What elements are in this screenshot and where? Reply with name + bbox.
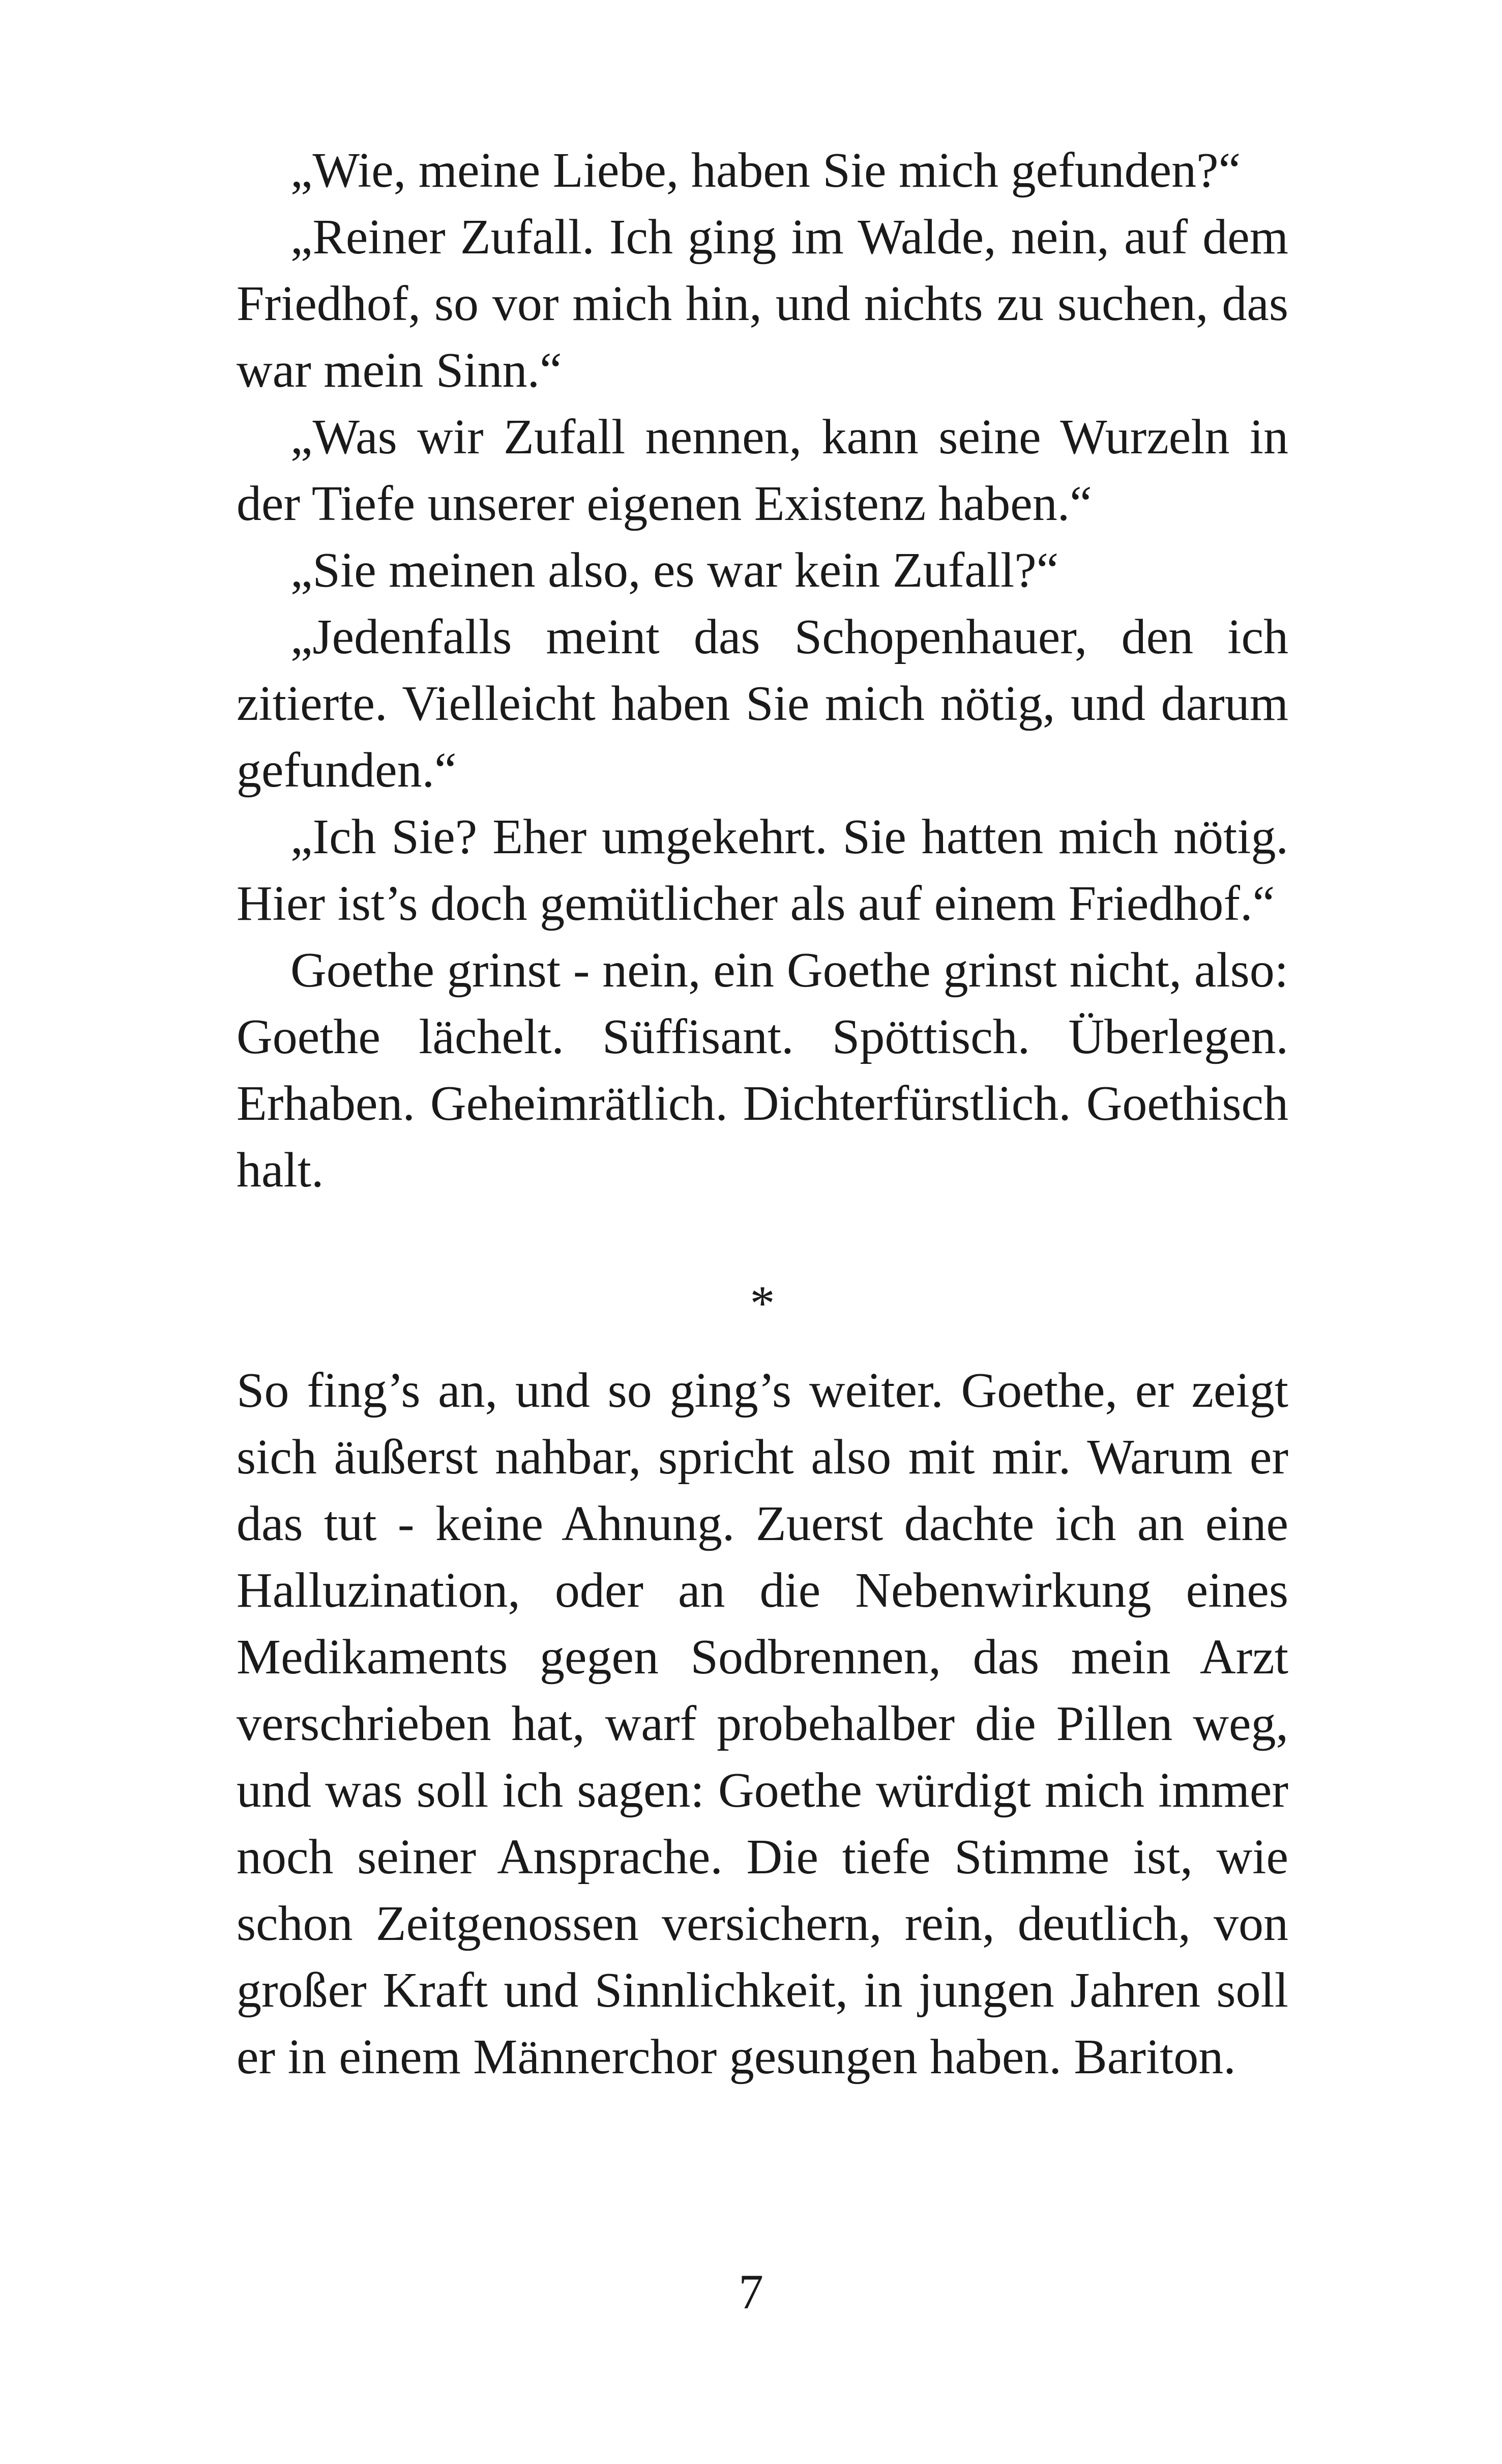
paragraph-dialogue-2: „Reiner Zufall. Ich ging im Walde, nein, auf dem Friedhof, so vor mich hin, und nichts zu suchen, das war mein Sinn.“ — [237, 210, 1288, 398]
paragraph-narration: Goethe grinst - nein, ein Goethe grinst nicht, also: Goethe lächelt. Süffisant. Spöttisch. Überlegen. Erhaben. Geheimrätlich. Dichterfürstlich. Goethisch halt. — [237, 943, 1288, 1198]
body-text — [237, 137, 1288, 2091]
paragraph-dialogue-6: „Ich Sie? Eher umgekehrt. Sie hatten mich nötig. Hier ist’s doch gemütlicher als auf einem Friedhof.“ — [237, 809, 1288, 931]
section-separator: * — [750, 1276, 775, 1331]
paragraph-dialogue-1: „Wie, meine Liebe, haben Sie mich gefunden?“ — [290, 143, 1241, 198]
paragraph-dialogue-3: „Was wir Zufall nennen, kann seine Wurzeln in der Tiefe unserer eigenen Existenz haben.“ — [237, 410, 1288, 531]
paragraph-dialogue-4: „Sie meinen also, es war kein Zufall?“ — [290, 543, 1059, 598]
separator-gap — [237, 1337, 1288, 1357]
paragraph-dialogue-5: „Jedenfalls meint das Schopenhauer, den ich zitierte. Vielleicht haben Sie mich nötig, und darum gefunden.“ — [237, 610, 1288, 798]
paragraph-after-break: So fing’s an, und so ging’s weiter. Goethe, er zeigt sich äußerst nahbar, spricht also mit mir. Warum er das tut - keine Ahnung. Zuerst dachte ich an eine Halluzination, oder an die Nebenwirkung eines Medikaments gegen Sodbrennen, das mein Arzt verschrieben hat, warf probehalber die Pillen weg, und was soll ich sagen: Goethe würdigt mich immer noch seiner Ansprache. Die tiefe Stimme ist, wie schon Zeitgenossen versichern, rein, deutlich, von großer Kraft und Sinnlichkeit, in jungen Jahren soll er in einem Männerchor gesungen haben. Bariton. — [237, 1363, 1288, 2084]
section-gap — [237, 1204, 1288, 1270]
page-number: 7 — [739, 2265, 763, 2320]
